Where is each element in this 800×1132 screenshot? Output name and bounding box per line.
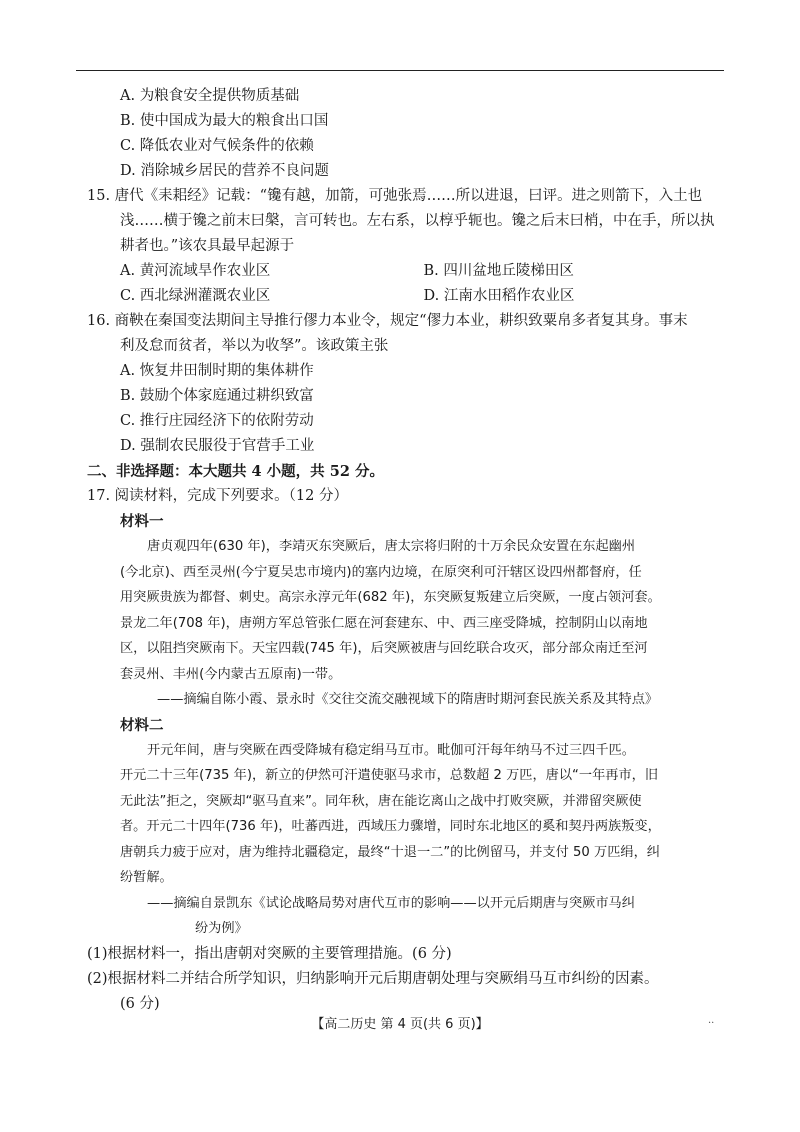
material2-line5: 唐朝兵力疲于应对，唐为维持北疆稳定，最终“十退一二”的比例留马，并支付 50 万匹绢，纠 [120,844,660,860]
exam-page-content [87,84,727,1017]
q16-stem-line1: 16. 商鞅在秦国变法期间主导推行僇力本业令，规定“僇力本业，耕织致粟帛多者复其身。事末 [87,313,688,329]
material1-source: ——摘编自陈小霞、景永时《交往交流交融视域下的隋唐时期河套民族关系及其特点》 [157,692,659,707]
q15-stem-line3: 耕者也。”该农具最早起源于 [120,238,295,254]
material2-line2: 开元二十三年(735 年)，新立的伊然可汗遣使驱马求市，总数超 2 万匹，唐以“一年再市，旧 [120,768,659,783]
q15-option-a: A. 黄河流域旱作农业区 [120,263,271,279]
q15-options-row2 [87,284,727,309]
q14-option-c: C. 降低农业对气候条件的依赖 [120,138,314,154]
material2-source-line2: 纷为例》 [195,921,248,936]
q16-option-c: C. 推行庄园经济下的依附劳动 [120,413,314,429]
material1-line5: 区，以阻挡突厥南下。天宝四载(745 年)，后突厥被唐与回纥联合攻灭，部分部众南迁至河 [120,641,648,656]
material2-line6: 纷暂解。 [120,870,173,885]
material2-source-line1: ——摘编自景凯东《试论战略局势对唐代互市的影响——以开元后期唐与突厥市马纠 [147,895,635,911]
corner-mark: ·· [708,1018,715,1029]
material1-line6: 套灵州、丰州(今内蒙古五原南)一带。 [120,666,342,682]
material1-line1: 唐贞观四年(630 年)，李靖灭东突厥后，唐太宗将归附的十万余民众安置在东起幽州 [147,539,636,554]
q14-option-d: D. 消除城乡居民的营养不良问题 [120,163,329,179]
q17-stem: 17. 阅读材料，完成下列要求。（12 分） [87,488,348,504]
q16-option-d: D. 强制农民服役于官营手工业 [120,438,315,454]
q17-sub2-line1: (2)根据材料二并结合所学知识，归纳影响开元后期唐朝处理与突厥绢马互市纠纷的因素。 [87,970,659,987]
q17-sub2-line2: (6 分) [120,995,160,1012]
q16-option-a: A. 恢复井田制时期的集体耕作 [120,363,314,379]
q16-stem-line2: 利及怠而贫者，举以为收孥”。该政策主张 [120,338,389,354]
q15-stem-line1: 15. 唐代《耒耜经》记载：“镵有越，加箭，可弛张焉……所以进退，曰评。进之则箭下，入土也 [87,188,703,204]
section-heading: 二、非选择题：本大题共 4 小题，共 52 分。 [87,463,384,480]
q15-option-b: B. 四川盆地丘陵梯田区 [423,263,574,279]
material2-line3: 无此法”拒之，突厥却“驱马直来”。同年秋，唐在能讫离山之战中打败突厥，并滞留突厥使 [120,793,642,809]
page-footer: 【高二历史 第 4 页(共 6 页)】 [311,1017,489,1032]
q14-option-a: A. 为粮食安全提供物质基础 [120,88,300,104]
material1-line4: 景龙二年(708 年)，唐朔方军总管张仁愿在河套建东、中、西三座受降城，控制阴山以南地 [120,615,648,631]
q16-option-b: B. 鼓励个体家庭通过耕织致富 [120,388,314,404]
top-rule [76,70,724,71]
q15-option-c: C. 西北绿洲灌溉农业区 [120,288,271,304]
material1-title: 材料一 [120,513,164,530]
q15-options-row1 [87,259,727,284]
q17-sub1: (1)根据材料一，指出唐朝对突厥的主要管理措施。(6 分) [87,945,452,962]
material2-line4: 者。开元二十四年(736 年)，吐蕃西进，西域压力骤增，同时东北地区的奚和契丹两族叛变， [120,819,661,834]
q14-option-b: B. 使中国成为最大的粮食出口国 [120,113,329,129]
material1-line2: (今北京)、西至灵州(今宁夏吴忠市境内)的塞内边境，在原突利可汗辖区设四州都督府，任 [120,564,642,580]
material1-line3: 用突厥贵族为都督、刺史。高宗永淳元年(682 年)，东突厥复叛建立后突厥，一度占领河套。 [120,590,661,605]
material2-line1: 开元年间，唐与突厥在西受降城有稳定绢马互市。毗伽可汗每年纳马不过三四千匹。 [147,742,635,758]
q15-stem-line2: 浅……横于镵之前末曰槃，言可转也。左右系，以椁乎轭也。镵之后末曰梢，中在手，所以执 [120,213,715,229]
material2-title: 材料二 [120,716,164,734]
q15-option-d: D. 江南水田稻作农业区 [423,288,575,304]
